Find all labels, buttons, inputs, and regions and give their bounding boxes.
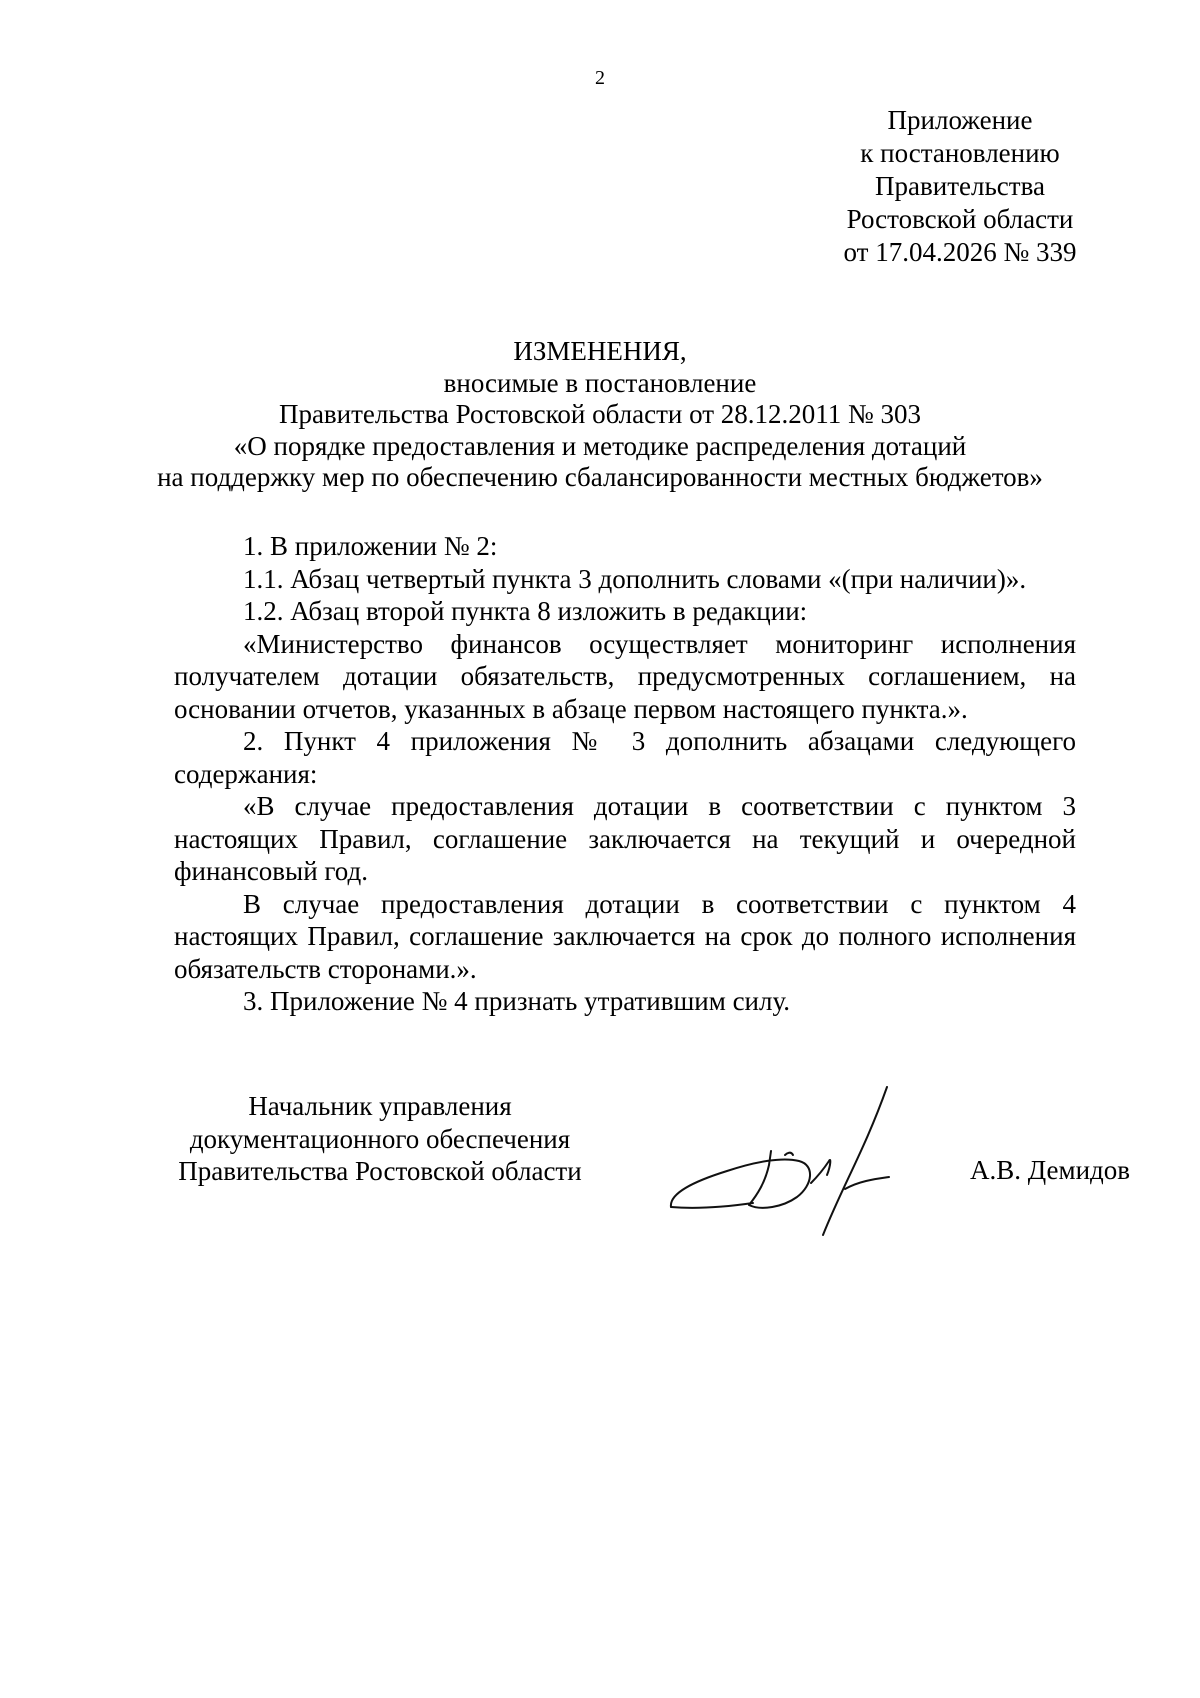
- document-title-block: [120, 336, 1080, 494]
- paragraph: 2. Пункт 4 приложения № 3 дополнить абзацами следующего содержания:: [174, 726, 1076, 789]
- approval-line: Приложение: [887, 105, 1033, 135]
- position-line: документационного обеспечения: [189, 1123, 571, 1154]
- signature-stroke: [845, 1177, 889, 1189]
- title-line: вносимые в постановление: [443, 367, 757, 398]
- signature-stroke: [671, 1203, 753, 1208]
- signatory-position: [160, 1090, 600, 1188]
- paragraph: «В случае предоставления дотации в соответствии с пунктом 3 настоящих Правил, соглашение заключается на текущий и очередной финансовый год.: [174, 791, 1076, 886]
- page-number: 2: [595, 67, 605, 89]
- title-line: «О порядке предоставления и методике распределения дотаций: [233, 430, 967, 461]
- approval-line: Ростовской области: [846, 204, 1074, 234]
- position-line: Начальник управления: [248, 1091, 512, 1121]
- signature-stroke: [785, 1153, 793, 1155]
- position-line: Правительства Ростовской области: [178, 1156, 582, 1186]
- approval-line: к постановлению: [860, 138, 1060, 168]
- handwritten-signature: [665, 1085, 945, 1265]
- document-title: ИЗМЕНЕНИЯ,: [513, 336, 687, 366]
- approval-line: Правительства: [875, 171, 1045, 201]
- title-line: Правительства Ростовской области от 28.12.2011 № 303: [278, 399, 922, 429]
- signature-stroke: [823, 1087, 887, 1235]
- signature-stroke: [811, 1160, 830, 1183]
- paragraph: В случае предоставления дотации в соответствии с пунктом 4 настоящих Правил, соглашение заключается на срок до полного исполнения обязательств сторонами.».: [174, 888, 1076, 984]
- signer-name: А.В. Демидов: [970, 1155, 1131, 1185]
- document-body: [174, 530, 1076, 1018]
- paragraph: 3. Приложение № 4 признать утратившим силу.: [243, 986, 791, 1016]
- approval-stamp-block: [830, 104, 1090, 269]
- paragraph: «Министерство финансов осуществляет мониторинг исполнения получателем дотации обязательств, предусмотренных соглашением, на основании отчетов, указанных в абзаце первом настоящего пункта.».: [174, 628, 1076, 724]
- paragraph: 1. В приложении № 2:: [243, 531, 498, 561]
- title-line: на поддержку мер по обеспечению сбалансированности местных бюджетов»: [157, 462, 1043, 492]
- approval-date-number: от 17.04.2026 № 339: [843, 237, 1077, 267]
- signature-stroke: [671, 1151, 810, 1208]
- paragraph: 1.2. Абзац второй пункта 8 изложить в редакции:: [243, 596, 808, 626]
- paragraph: 1.1. Абзац четвертый пункта 3 дополнить словами «(при наличии)».: [243, 563, 1027, 594]
